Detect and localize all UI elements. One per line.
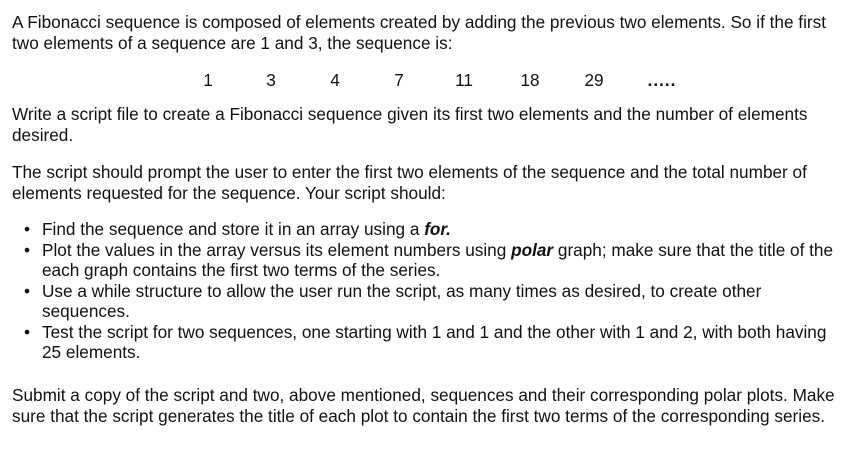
sequence-term: 1 (203, 70, 213, 90)
list-item (0, 240, 855, 281)
list-item (0, 219, 855, 240)
sequence-term: 3 (266, 70, 276, 90)
bullet-text: Test the script for two sequences, one starting with 1 and 1 and the other with 1 and 2, with both having 25 elements. (42, 321, 827, 362)
sequence-term: 7 (394, 70, 404, 90)
list-item (0, 322, 855, 363)
bullet-text: Use a while structure to allow the user run the script, as many times as desired, to create other sequences. (42, 280, 762, 321)
bullet-icon: • (24, 239, 31, 260)
bullet-icon: • (24, 321, 31, 342)
bullet-text: Find the sequence and store it in an array using a (42, 219, 425, 239)
sequence-example (0, 70, 855, 92)
sequence-ellipsis: ..... (647, 70, 677, 90)
list-item (0, 281, 855, 322)
requirements-list (0, 219, 855, 363)
emphasis-text: polar (511, 239, 554, 260)
sequence-term: 29 (584, 70, 604, 90)
bullet-icon: • (24, 219, 31, 239)
sequence-term: 4 (330, 70, 340, 90)
bullet-text: Plot the values in the array versus its element numbers using (42, 239, 512, 260)
sequence-term: 11 (455, 70, 473, 90)
task-paragraph: Write a script file to create a Fibonacci sequence given its first two elements and the number of elements desired. (12, 104, 808, 145)
bullet-text: graph; make sure that the title of the each graph contains the first two terms of the series. (42, 239, 834, 280)
sequence-term: 18 (520, 70, 540, 90)
prompt-paragraph: The script should prompt the user to enter the first two elements of the sequence and the total number of elements requested for the sequence. Your script should: (12, 162, 807, 203)
submit-paragraph: Submit a copy of the script and two, above mentioned, sequences and their corresponding polar plots. Make sure that the script generates the title of each plot to contain the first two terms of the corresponding series. (12, 385, 835, 426)
intro-paragraph: A Fibonacci sequence is composed of elements created by adding the previous two elements. So if the first two elements of a sequence are 1 and 3, the sequence is: (12, 12, 826, 53)
emphasis-text: for. (424, 219, 451, 239)
bullet-icon: • (24, 280, 31, 301)
